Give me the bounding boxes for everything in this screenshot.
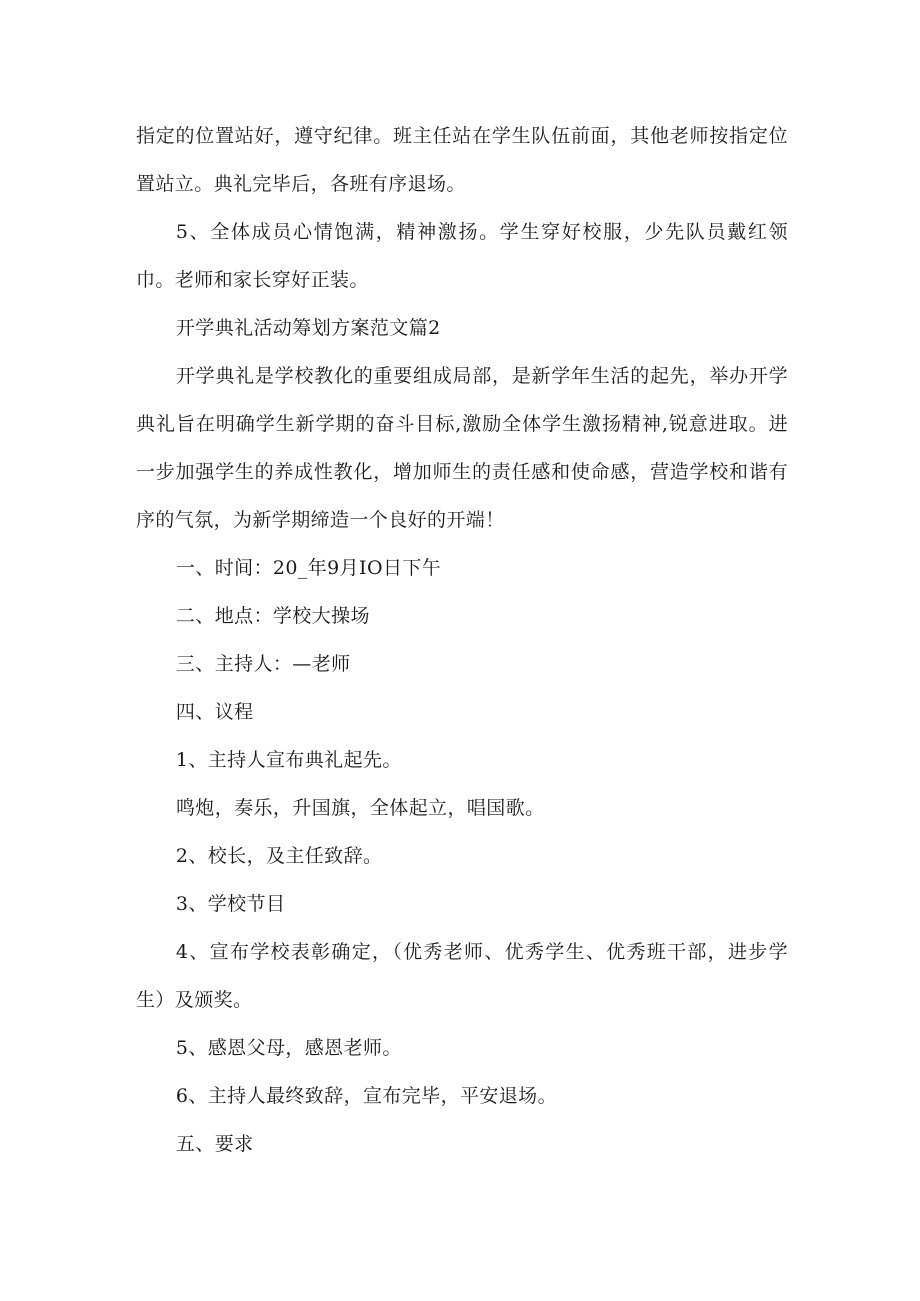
agenda-item-4: 4、宣布学校表彰确定，（优秀老师、优秀学生、优秀班干部，进步学生）及颁奖。 [136, 941, 788, 1011]
list-item-location: 二、地点：学校大操场 [175, 605, 370, 627]
list-item-requirements: 五、要求 [175, 1133, 254, 1155]
document-body [136, 112, 788, 1168]
agenda-item-1: 1、主持人宣布典礼起先。 [175, 749, 402, 771]
agenda-item-6: 6、主持人最终致辞，宣布完毕，平安退场。 [175, 1085, 557, 1107]
agenda-item-3: 3、学校节目 [175, 893, 286, 915]
paragraph-item-5-attire: 5、全体成员心情饱满，精神激扬。学生穿好校服，少先队员戴红领巾。老师和家长穿好正装。 [136, 221, 788, 291]
section-heading: 开学典礼活动筹划方案范文篇2 [175, 317, 441, 339]
list-item-host: 三、主持人：—老师 [175, 653, 351, 675]
list-item-agenda: 四、议程 [175, 701, 254, 723]
agenda-item-1-detail: 鸣炮，奏乐，升国旗，全体起立，唱国歌。 [175, 797, 545, 819]
list-item-time: 一、时间：20_年9月IO日下午 [175, 557, 442, 579]
agenda-item-5: 5、感恩父母，感恩老师。 [175, 1037, 402, 1059]
paragraph-intro: 开学典礼是学校教化的重要组成局部，是新学年生活的起先，举办开学典礼旨在明确学生新学期的奋斗目标,激励全体学生激扬精神,锐意进取。进一步加强学生的养成性教化，增加师生的责任感和使命感，营造学校和谐有序的气氛，为新学期缔造一个良好的开端！ [136, 365, 788, 531]
agenda-item-2: 2、校长，及主任致辞。 [175, 845, 383, 867]
paragraph-continuation: 指定的位置站好，遵守纪律。班主任站在学生队伍前面，其他老师按指定位置站立。典礼完毕后，各班有序退场。 [136, 125, 788, 195]
